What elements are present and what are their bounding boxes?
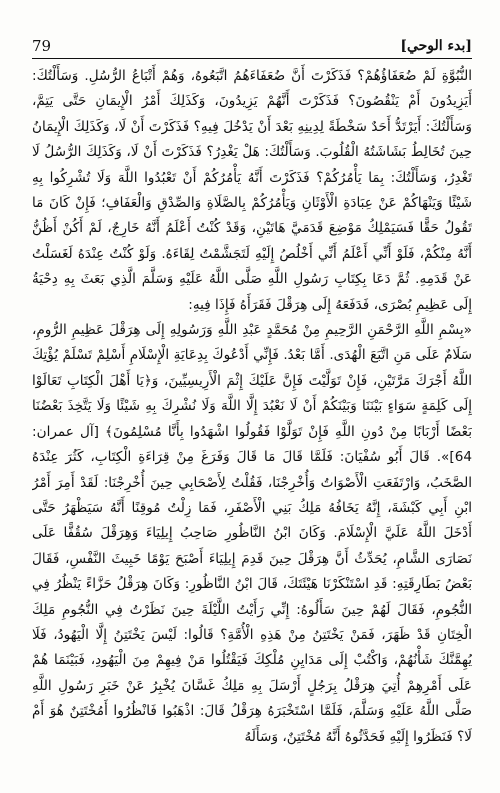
paragraph: النُّبُوَّةِ لَمْ ضُعَفَاؤُهُمْ؟ فَذَكَرْتَ أَنَّ ضُعَفَاءَهُمُ اتَّبَعُوهُ، وَهُمْ أَتْبَاعُ الرُّسُلِ. وَسَأَلْتُكَ: أَيَزِيدُونَ أَمْ يَنْقُصُونَ؟ فَذَكَرْتَ أَنَّهُمْ يَزِيدُونَ، وَكَذَلِكَ أَمْرُ الْإِيمَانِ حَتَّى يَتِمَّ، وَسَأَلْتُكَ: أَيَرْتَدُّ أَحَدٌ سَخْطَةً لِدِينِهِ بَعْدَ أَنْ يَدْخُلَ فِيهِ؟ فَذَكَرْتَ أَنْ لَا، وَكَذَلِكَ الْإِيمَانُ حِينَ تُخَالِطُ بَشَاشَتُهُ الْقُلُوبَ. وَسَأَلْتُكَ: هَلْ يَغْدِرُ؟ فَذَكَرْتَ أَنْ لَا، وَكَذَلِكَ الرُّسُلُ لَا تَغْدِرُ، وَسَأَلْتُكَ: بِمَا يَأْمُرُكُمْ؟ فَذَكَرْتَ أَنَّهُ يَأْمُرُكُمْ أَنْ تَعْبُدُوا اللَّهَ وَلَا تُشْرِكُوا بِهِ شَيْئًا وَيَنْهَاكُمْ عَنْ عِبَادَةِ الْأَوْثَانِ وَيَأْمُرُكُمْ بِالصَّلَاةِ وَالصِّدْقِ وَالْعَفَافِ؛ فَإِنْ كَانَ مَا تَقُولُ حَقًّا فَسَيَمْلِكُ مَوْضِعَ قَدَمَيَّ هَاتَيْنِ، وَقَدْ كُنْتُ أَعْلَمُ أَنَّهُ خَارِجٌ، لَمْ أَكُنْ أَظُنُّ أَنَّهُ مِنْكُمْ، فَلَوْ أَنِّي أَعْلَمُ أَنِّي أَخْلُصُ إِلَيْهِ لَتَجَشَّمْتُ لِقَاءَهُ. وَلَوْ كُنْتُ عِنْدَهُ لَغَسَلْتُ عَنْ قَدَمِهِ. ثُمَّ دَعَا بِكِتَابِ رَسُولِ اللَّهِ صَلَّى اللَّهُ عَلَيْهِ وَسَلَّمَ الَّذِي بَعَثَ بِهِ دِحْيَةُ إِلَى عَظِيمِ بُصْرَى، فَدَفَعَهُ إِلَى هِرَقْلَ فَقَرَأَهُ فَإِذَا فِيهِ: — [32, 68, 472, 313]
running-head: [بدء الوحي] — [400, 38, 472, 54]
page-header — [32, 36, 472, 59]
body-text — [32, 64, 472, 776]
page-number: 79 — [32, 37, 52, 55]
paragraph: «بِسْمِ اللَّهِ الرَّحْمَنِ الرَّحِيمِ مِنْ مُحَمَّدٍ عَبْدِ اللَّهِ وَرَسُولِهِ إِلَى هِرَقْلَ عَظِيمِ الرُّومِ، سَلَامٌ عَلَى مَنِ اتَّبَعَ الْهُدَى. أَمَّا بَعْدُ. فَإِنِّي أَدْعُوكَ بِدِعَايَةِ الْإِسْلَامِ أَسْلِمْ تَسْلَمْ يُؤْتِكَ اللَّهُ أَجْرَكَ مَرَّتَيْنِ، فَإِنْ تَوَلَّيْتَ فَإِنَّ عَلَيْكَ إِثْمَ الْأَرِيسِيِّينَ، وَ﴿يَا أَهْلَ الْكِتَابِ تَعَالَوْا إِلَى كَلِمَةٍ سَوَاءٍ بَيْنَنَا وَبَيْنَكُمْ أَنْ لَا نَعْبُدَ إِلَّا اللَّهَ وَلَا نُشْرِكَ بِهِ شَيْئًا وَلَا يَتَّخِذَ بَعْضُنَا بَعْضًا أَرْبَابًا مِنْ دُونِ اللَّهِ فَإِنْ تَوَلَّوْا فَقُولُوا اشْهَدُوا بِأَنَّا مُسْلِمُونَ﴾ [آل عمران: 64]». قَالَ أَبُو سُفْيَانَ: فَلَمَّا قَالَ مَا قَالَ وَفَرَغَ مِنْ قِرَاءَةِ الْكِتَابِ، كَثُرَ عِنْدَهُ الصَّخَبُ، وَارْتَفَعَتِ الْأَصْوَاتُ وَأُخْرِجْنَا، فَقُلْتُ لِأَصْحَابِي حِينَ أُخْرِجْنَا: لَقَدْ أَمِرَ أَمْرُ ابْنِ أَبِي كَبْشَةَ، إِنَّهُ يَخَافُهُ مَلِكُ بَنِي الْأَصْفَرِ، فَمَا زِلْتُ مُوقِنًا أَنَّهُ سَيَظْهَرُ حَتَّى أَدْخَلَ اللَّهُ عَلَيَّ الْإِسْلَامَ. وَكَانَ ابْنُ النَّاظُورِ صَاحِبُ إِيلِيَاءَ وَهِرَقْلَ سُقُفًّا عَلَى نَصَارَى الشَّامِ، يُحَدِّثُ أَنَّ هِرَقْلَ حِينَ قَدِمَ إِيلِيَاءَ أَصْبَحَ يَوْمًا خَبِيثَ النَّفْسِ، فَقَالَ بَعْضُ بَطَارِقَتِهِ: قَدِ اسْتَنْكَرْنَا هَيْئَتَكَ، قَالَ ابْنُ النَّاظُورِ: وَكَانَ هِرَقْلُ حَزَّاءً يَنْظُرُ فِي النُّجُومِ، فَقَالَ لَهُمْ حِينَ سَأَلُوهُ: إِنِّي رَأَيْتُ اللَّيْلَةَ حِينَ نَظَرْتُ فِي النُّجُومِ مَلِكَ الْخِتَانِ قَدْ ظَهَرَ، فَمَنْ يَخْتَتِنُ مِنْ هَذِهِ الْأُمَّةِ؟ قَالُوا: لَيْسَ يَخْتَتِنُ إِلَّا الْيَهُودُ، فَلَا يُهِمَّنَّكَ شَأْنُهُمْ، وَاكْتُبْ إِلَى مَدَايِنِ مُلْكِكَ فَيَقْتُلُوا مَنْ فِيهِمْ مِنَ الْيَهُودِ، فَبَيْنَمَا هُمْ عَلَى أَمْرِهِمْ أُتِيَ هِرَقْلُ بِرَجُلٍ أَرْسَلَ بِهِ مَلِكُ غَسَّانَ يُخْبِرُ عَنْ خَبَرِ رَسُولِ اللَّهِ صَلَّى اللَّهُ عَلَيْهِ وَسَلَّمَ، فَلَمَّا اسْتَخْبَرَهُ هِرَقْلُ قَالَ: اذْهَبُوا فَانْظُرُوا أَمُخْتَتِنٌ هُوَ أَمْ لَا؟ فَنَظَرُوا إِلَيْهِ فَحَدَّثُوهُ أَنَّهُ مُخْتَتِنٌ، وَسَأَلَهُ — [32, 322, 472, 745]
